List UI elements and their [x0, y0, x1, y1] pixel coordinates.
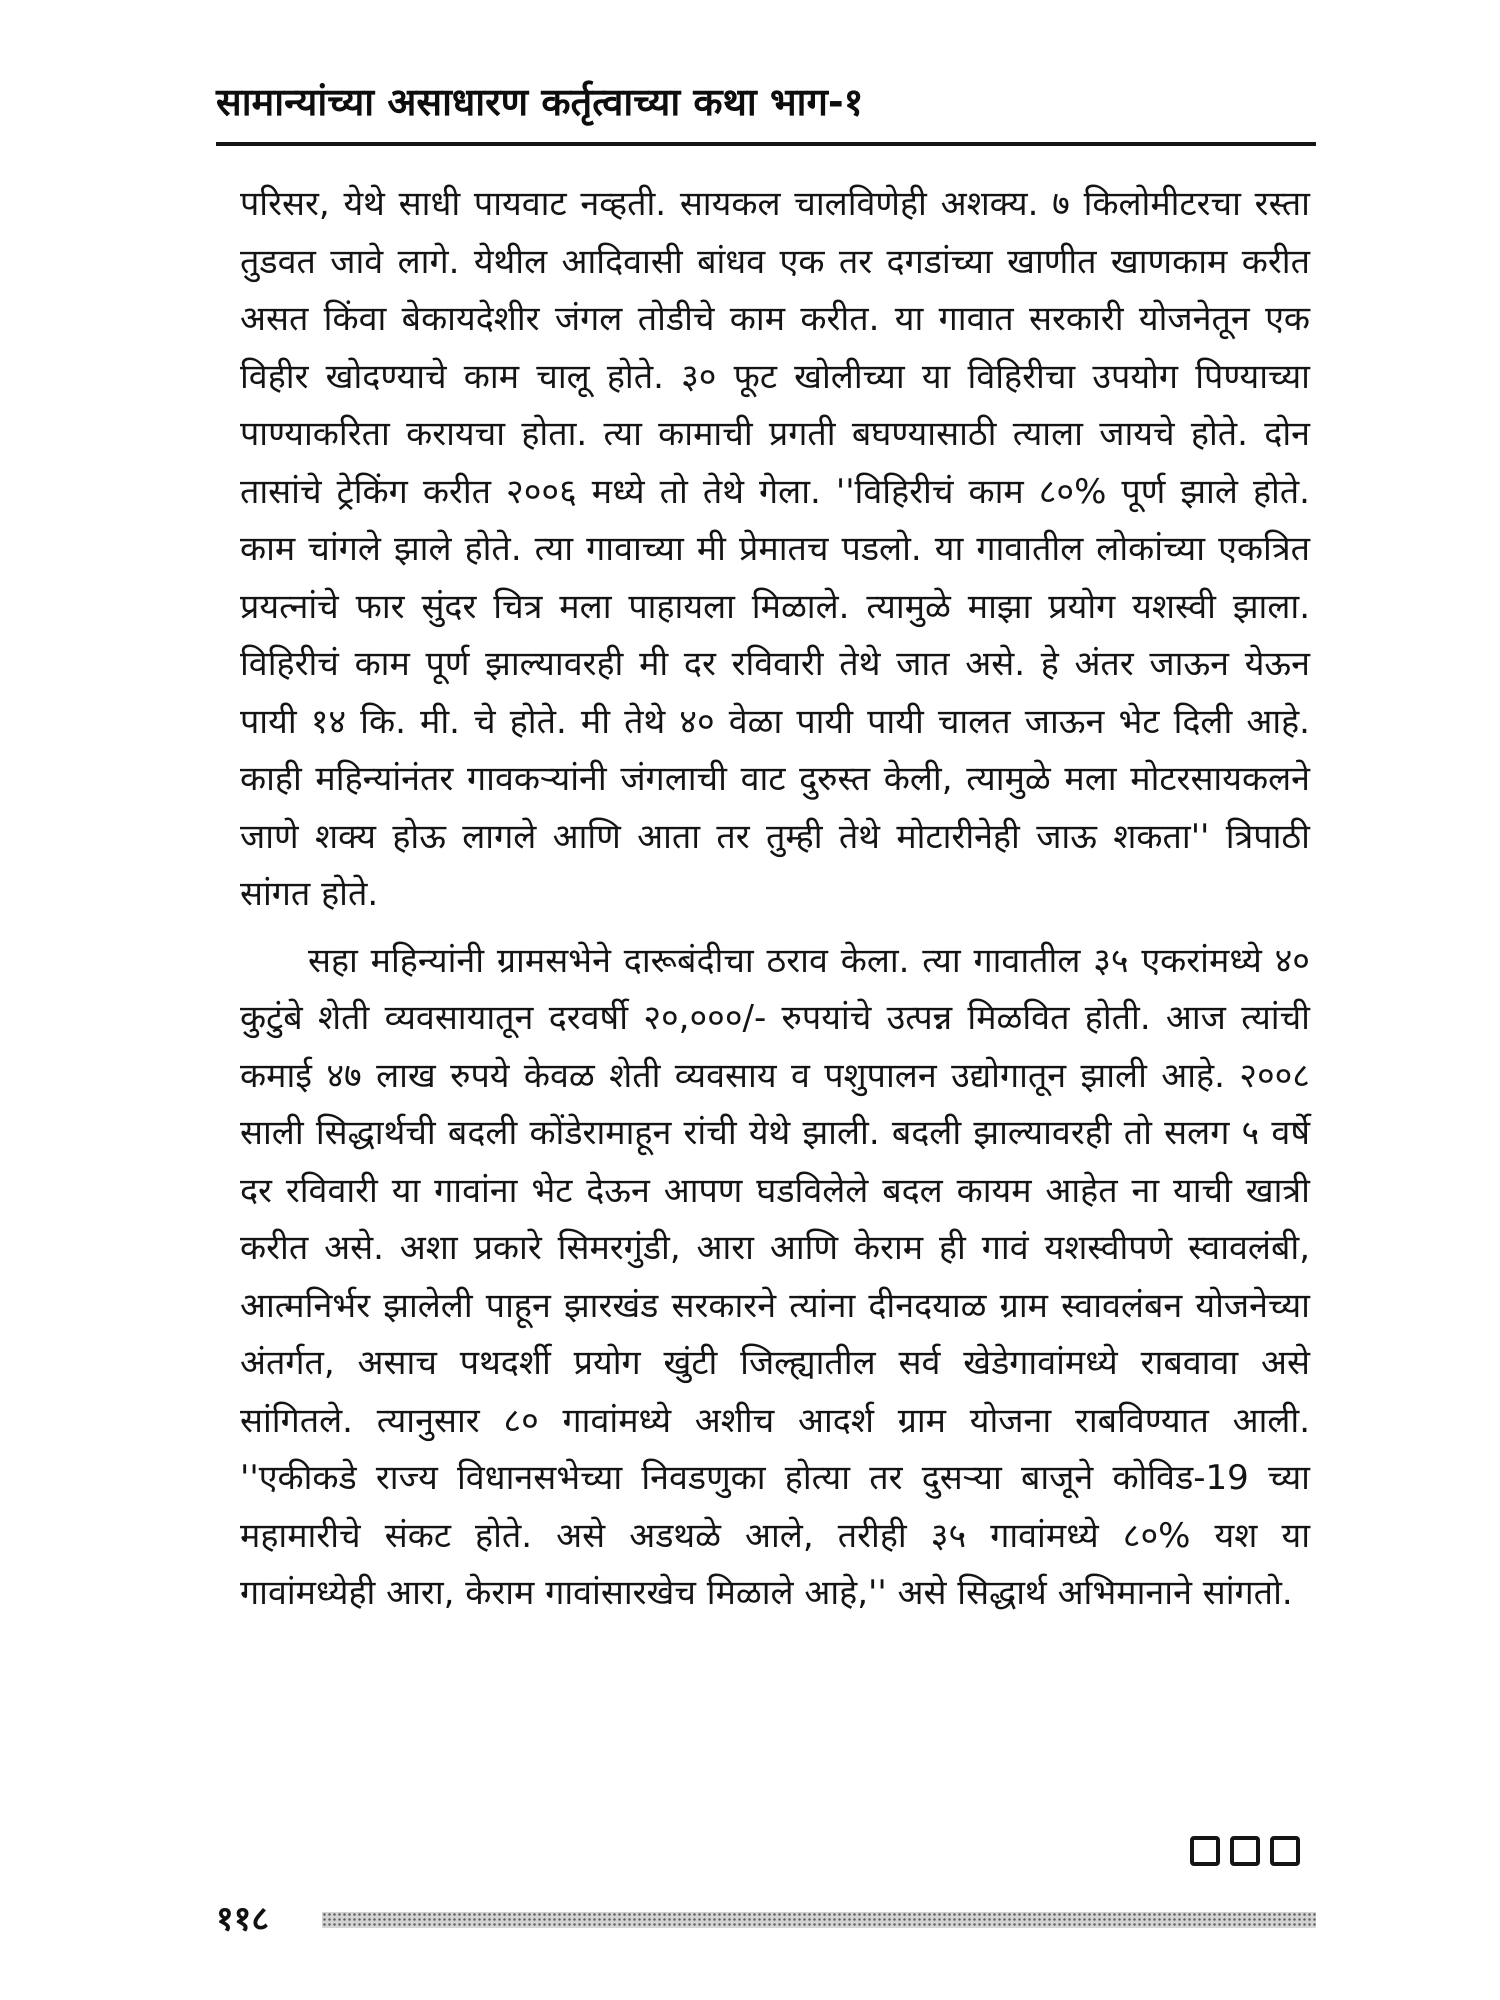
- end-square-icon: [1190, 1836, 1220, 1866]
- footer-dotted-band: [322, 1912, 1316, 1928]
- end-square-icon: [1270, 1836, 1300, 1866]
- paragraph-2: सहा महिन्यांनी ग्रामसभेने दारूबंदीचा ठराव केला. त्या गावातील ३५ एकरांमध्ये ४० कुटुंबे शेती व्यवसायातून दरवर्षी २०,०००/- रुपयांचे उत्पन्न मिळवित होती. आज त्यांची कमाई ४७ लाख रुपये केवळ शेती व्यवसाय व पशुपालन उद्योगातून झाली आहे. २००८ साली सिद्धार्थची बदली कोंडेरामाहून रांची येथे झाली. बदली झाल्यावरही तो सलग ५ वर्षे दर रविवारी या गावांना भेट देऊन आपण घडविलेले बदल कायम आहेत ना याची खात्री करीत असे. अशा प्रकारे सिमरगुंडी, आरा आणि केराम ही गावं यशस्वीपणे स्वावलंबी, आत्मनिर्भर झालेली पाहून झारखंड सरकारने त्यांना दीनदयाळ ग्राम स्वावलंबन योजनेच्या अंतर्गत, असाच पथदर्शी प्रयोग खुंटी जिल्ह्यातील सर्व खेडेगावांमध्ये राबवावा असे सांगितले. त्यानुसार ८० गावांमध्ये अशीच आदर्श ग्राम योजना राबविण्यात आली. ''एकीकडे राज्य विधानसभेच्या निवडणुका होत्या तर दुसऱ्या बाजूने कोविड-19 च्या महामारीचे संकट होते. असे अडथळे आले, तरीही ३५ गावांमध्ये ८०% यश या गावांमध्येही आरा, केराम गावांसारखेच मिळाले आहे,'' असे सिद्धार्थ अभिमानाने सांगतो.: [240, 940, 1310, 1613]
- running-header-title: सामान्यांच्या असाधारण कर्तृत्वाच्या कथा भाग-१: [216, 80, 864, 124]
- body-text: [240, 176, 1310, 1623]
- header-divider: [216, 142, 1316, 146]
- page-number: ११८: [216, 1899, 270, 1939]
- paragraph-1: परिसर, येथे साधी पायवाट नव्हती. सायकल चालविणेही अशक्य. ७ किलोमीटरचा रस्ता तुडवत जावे लागे. येथील आदिवासी बांधव एक तर दगडांच्या खाणीत खाणकाम करीत असत किंवा बेकायदेशीर जंगल तोडीचे काम करीत. या गावात सरकारी योजनेतून एक विहीर खोदण्याचे काम चालू होते. ३० फूट खोलीच्या या विहिरीचा उपयोग पिण्याच्या पाण्याकरिता करायचा होता. त्या कामाची प्रगती बघण्यासाठी त्याला जायचे होते. दोन तासांचे ट्रेकिंग करीत २००६ मध्ये तो तेथे गेला. ''विहिरीचं काम ८०% पूर्ण झाले होते. काम चांगले झाले होते. त्या गावाच्या मी प्रेमातच पडलो. या गावातील लोकांच्या एकत्रित प्रयत्नांचे फार सुंदर चित्र मला पाहायला मिळाले. त्यामुळे माझा प्रयोग यशस्वी झाला. विहिरीचं काम पूर्ण झाल्यावरही मी दर रविवारी तेथे जात असे. हे अंतर जाऊन येऊन पायी १४ कि. मी. चे होते. मी तेथे ४० वेळा पायी पायी चालत जाऊन भेट दिली आहे. काही महिन्यांनंतर गावकऱ्यांनी जंगलाची वाट दुरुस्त केली, त्यामुळे मला मोटरसायकलने जाणे शक्य होऊ लागले आणि आता तर तुम्ही तेथे मोटारीनेही जाऊ शकता'' त्रिपाठी सांगत होते.: [240, 184, 1310, 914]
- end-square-icon: [1230, 1836, 1260, 1866]
- section-end-mark: [1190, 1836, 1300, 1866]
